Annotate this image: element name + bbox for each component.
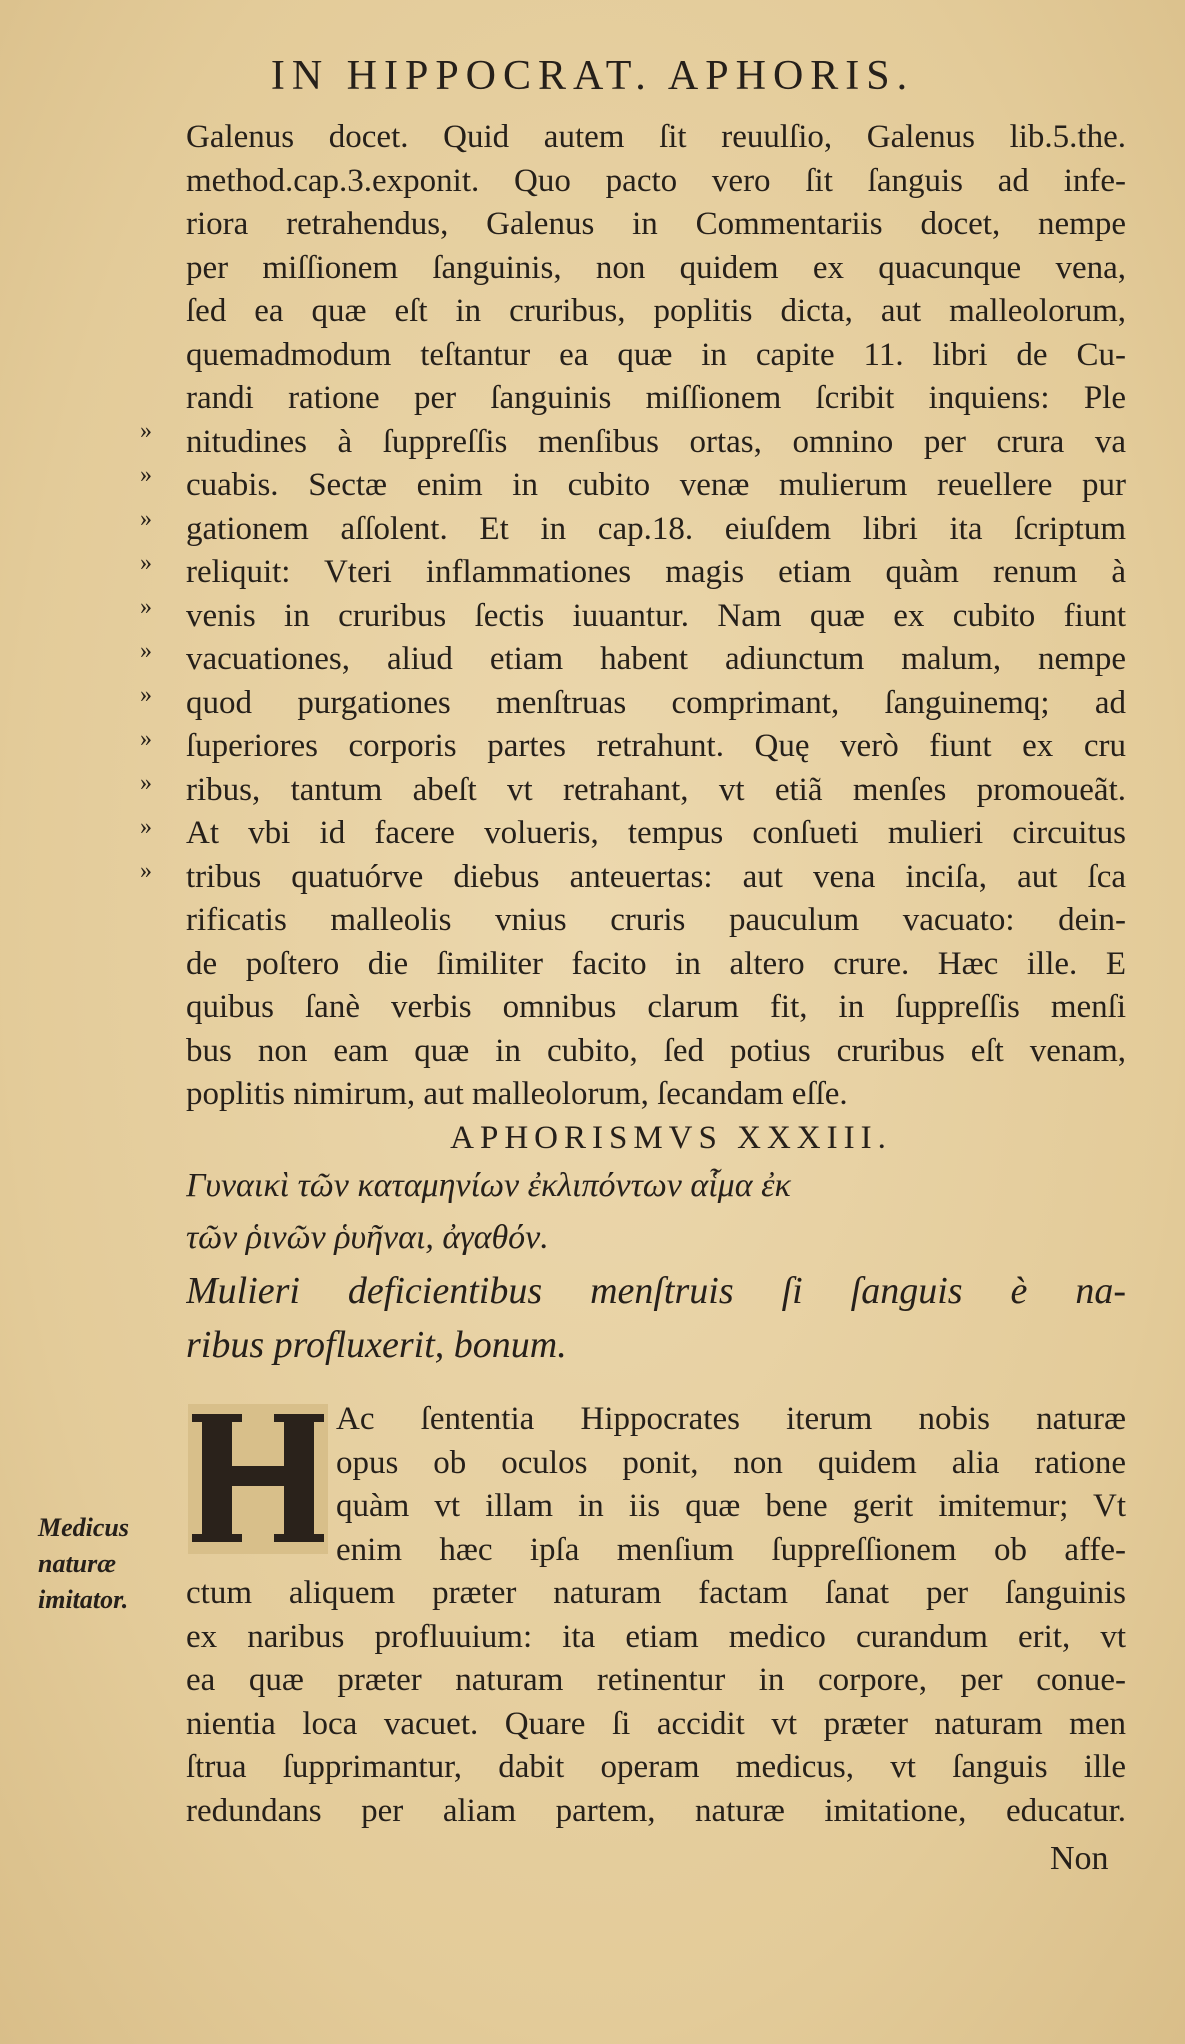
latin-aphorism [186, 1264, 1126, 1372]
text-line: method.cap.3.exponit. Quo pacto vero ſit ſanguis ad infe- [186, 162, 1126, 199]
quote-mark: » [140, 770, 152, 796]
text-line: venis in cruribus ſectis iuuantur. Nam quæ ex cubito fiunt [186, 597, 1126, 634]
text-line: reliquit: Vteri inflammationes magis etiam quàm renum à [186, 554, 1126, 590]
text-line: Galenus docet. Quid autem ſit reuulſio, Galenus lib.5.the. [186, 119, 1126, 155]
text-line: ſuperiores corporis partes retrahunt. Quę verò fiunt ex cru [186, 728, 1126, 764]
quote-mark: » [140, 506, 152, 532]
margin-note-line: naturæ [38, 1549, 117, 1578]
quote-mark: » [140, 858, 152, 884]
aphorism-heading: APHORISMVS XXXIII. [450, 1119, 892, 1156]
text-line: vacuationes, aliud etiam habent adiunctum malum, nempe [186, 641, 1126, 677]
text-line: de poſtero die ſimiliter facito in altero crure. Hæc ille. E [186, 945, 1126, 982]
text-line: cuabis. Sectæ enim in cubito venæ mulierum reuellere pur [186, 467, 1126, 503]
latin-line: ribus profluxerit, bonum. [186, 1324, 567, 1366]
text-line: randi ratione per ſanguinis miſſionem ſcribit inquiens: Ple [186, 380, 1126, 416]
text-line: per miſſionem ſanguinis, non quidem ex quacunque vena, [186, 249, 1126, 286]
quote-mark: » [140, 726, 152, 752]
commentary-line: Ac ſententia Hippocrates iterum nobis naturæ [336, 1401, 1126, 1437]
text-line: riora retrahendus, Galenus in Commentariis docet, nempe [186, 206, 1126, 242]
quote-mark: » [140, 462, 152, 488]
commentary-line: ſtrua ſupprimantur, dabit operam medicus, vt ſanguis ille [186, 1749, 1126, 1785]
quote-mark: » [140, 594, 152, 620]
quote-mark: » [140, 550, 152, 576]
commentary [186, 1398, 1126, 1833]
margin-note-line: Medicus [38, 1513, 129, 1542]
text-line: ribus, tantum abeſt vt retrahant, vt etiã menſes promoueãt. [186, 771, 1126, 808]
greek-line: Γυναικὶ τῶν καταμηνίων ἐκλιπόντων αἷμα ἐκ [186, 1167, 791, 1204]
commentary-line: ex naribus profluuium: ita etiam medico curandum erit, vt [186, 1618, 1126, 1655]
commentary-line: ea quæ præter naturam retinentur in corpore, per conue- [186, 1662, 1126, 1698]
margin-note [38, 1510, 129, 1618]
commentary-line: enim hæc ipſa menſium ſuppreſſionem ob affe- [336, 1531, 1126, 1568]
quote-mark: » [140, 814, 152, 840]
commentary-line: ctum aliquem præter naturam factam ſanat per ſanguinis [186, 1575, 1126, 1611]
latin-line: Mulieri deficientibus menſtruis ſi ſanguis è na- [186, 1270, 1126, 1312]
quote-mark: » [140, 682, 152, 708]
text-line: rificatis malleolis vnius cruris pauculum vacuato: dein- [186, 902, 1126, 938]
margin-note-line: imitator. [38, 1585, 129, 1614]
text-line: tribus quatuórve diebus anteuertas: aut vena inciſa, aut ſca [186, 858, 1126, 895]
text-line: quibus ſanè verbis omnibus clarum fit, in ſuppreſſis menſi [186, 989, 1126, 1025]
commentary-line: opus ob oculos ponit, non quidem alia ratione [336, 1444, 1126, 1481]
text-line: gationem aſſolent. Et in cap.18. eiuſdem libri ita ſcriptum [186, 510, 1126, 547]
text-line: bus non eam quæ in cubito, ſed potius cruribus eſt venam, [186, 1032, 1126, 1069]
text-line: At vbi id facere volueris, tempus conſueti mulieri circuitus [186, 815, 1126, 851]
commentary-line: nientia loca vacuet. Quare ſi accidit vt præter naturam men [186, 1705, 1126, 1742]
commentary-line: quàm vt illam in iis quæ bene gerit imitemur; Vt [336, 1488, 1126, 1524]
main-text [186, 116, 1126, 1372]
running-head: IN HIPPOCRAT. APHORIS. [270, 53, 915, 99]
text-line: quod purgationes menſtruas comprimant, ſanguinemq; ad [186, 684, 1126, 721]
text-line: poplitis nimirum, aut malleolorum, ſecandam eſſe. [186, 1076, 848, 1112]
greek-line: τῶν ῥινῶν ῥυῆναι, ἀγαθόν. [186, 1219, 549, 1256]
quote-mark: » [140, 638, 152, 664]
quote-mark: » [140, 418, 152, 444]
text-line: ſed ea quæ eſt in cruribus, poplitis dicta, aut malleolorum, [186, 293, 1126, 329]
commentary-line: redundans per aliam partem, naturæ imitatione, educatur. [186, 1792, 1126, 1829]
text-line: quemadmodum teſtantur ea quæ in capite 11. libri de Cu- [186, 336, 1126, 373]
text-line: nitudines à ſuppreſſis menſibus ortas, omnino per crura va [186, 423, 1126, 460]
catchword: Non [1050, 1840, 1109, 1877]
